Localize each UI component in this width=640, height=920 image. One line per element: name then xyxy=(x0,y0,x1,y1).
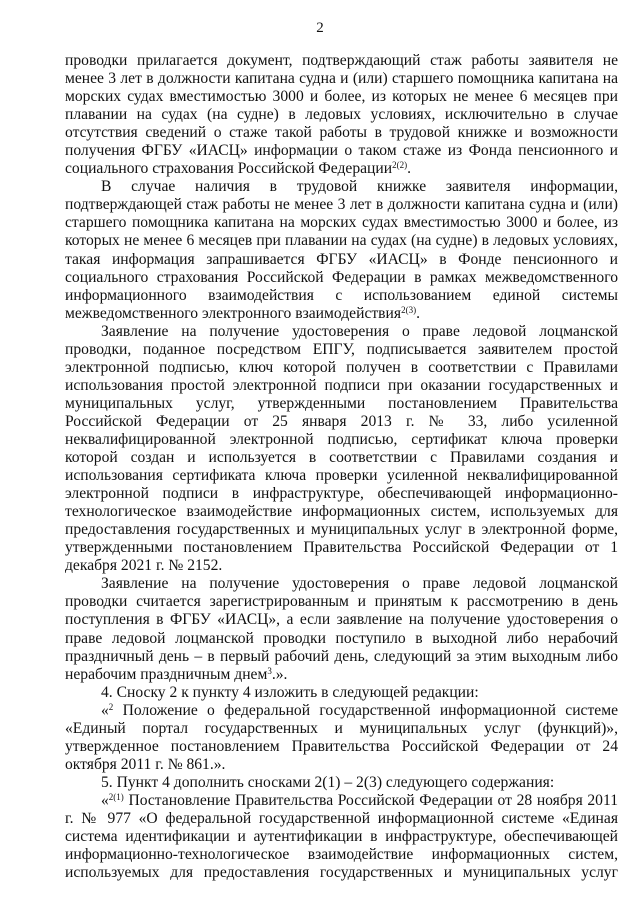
paragraph-text: Положение о федеральной государственной информационной системе «Единый портал государственных и муниципальных услуг (функций)», утвержденное постановлением Правительства Российской Федерации от 24 октября 2011 г. № 861.». xyxy=(65,701,618,773)
document-body xyxy=(65,52,618,882)
footnote-ref: 2(2) xyxy=(392,160,408,171)
open-quote: « xyxy=(101,701,109,719)
page-number: 2 xyxy=(316,20,324,36)
paragraph-electronic-signature: Заявление на получение удостоверения о праве ледовой лоцманской проводки, поданное посредством ЕПГУ, подписывается заявителем простой электронной подписью, ключ которой получен в соответствии с Правилами использования простой электронной подписи при оказании государственных и муниципальных услуг, утвержденными постановлением Правительства Российской Федерации от 25 января 2013 г. № 33, либо усиленной неквалифицированной электронной подписью, сертификат ключа проверки которой создан и используется в соответствии с Правилами создания и использования сертификата ключа проверки усиленной неквалифицированной электронной подписи в инфраструктуре, обеспечивающей информационно-технологическое взаимодействие информационных систем, используемых для предоставления государственных и муниципальных услуг в электронной форме, утвержденными постановлением Правительства Российской Федерации от 1 декабря 2021 г. № 2152. xyxy=(65,322,618,575)
paragraph-footnote-2 xyxy=(65,702,618,774)
footnote-ref: 2(3) xyxy=(401,304,417,315)
footnote-mark: 2(1) xyxy=(108,791,124,802)
paragraph-registration xyxy=(65,575,618,683)
paragraph-document-requirement xyxy=(65,52,618,178)
paragraph-footnote-2-1 xyxy=(65,792,618,882)
open-quote: « xyxy=(101,791,109,809)
paragraph-interagency-request xyxy=(65,178,618,322)
paragraph-tail: . xyxy=(407,160,411,178)
paragraph-text: В случае наличия в трудовой книжке заявителя информации, подтверждающей стаж работы не менее 3 лет в должности капитана судна и (или) старшего помощника капитана на морских судах вместимостью 3000 и более, из которых не менее 6 месяцев при плавании на судах (на судне) в ледовых условиях, такая информация запрашивается ФГБУ «ИАСЦ» в Фонде пенсионного и социального страхования Российской Федерации в рамках межведомственного информационного взаимодействия с использованием единой системы межведомственного электронного взаимодействия xyxy=(65,178,618,322)
paragraph-text: Постановление Правительства Российской Федерации от 28 ноября 2011 г. № 977 «О федеральной государственной информационной системе «Единая система идентификации и аутентификации в инфраструктуре, обеспечивающей информационно-технологическое взаимодействие информационных систем, используемых для предоставления государственных и муниципальных услуг xyxy=(65,791,618,882)
footnote-ref: 3 xyxy=(267,665,272,676)
paragraph-text: Заявление на получение удостоверения о праве ледовой лоцманской проводки считается зарегистрированным и принятым к рассмотрению в день поступления в ФГБУ «ИАСЦ», а если заявление на получение удостоверения о праве ледовой лоцманской проводки поступило в выходной либо нерабочий праздничный день – в первый рабочий день, следующий за этим выходным либо нерабочим праздничным днем xyxy=(65,575,618,683)
paragraph-tail: . xyxy=(416,304,420,322)
paragraph-tail: .». xyxy=(271,665,288,683)
footnote-mark: 2 xyxy=(108,701,114,712)
paragraph-item-4: 4. Сноску 2 к пункту 4 изложить в следующей редакции: xyxy=(101,683,479,701)
paragraph-item-5: 5. Пункт 4 дополнить сносками 2(1) – 2(3) следующего содержания: xyxy=(101,773,555,791)
paragraph-text: проводки прилагается документ, подтверждающий стаж работы заявителя не менее 3 лет в должности капитана судна и (или) старшего помощника капитана на морских судах вместимостью 3000 и более, из которых не менее 6 месяцев при плавании на судах (на судне) в ледовых условиях, исключительно в случае отсутствия сведений о стаже такой работы в трудовой книжке и возможности получения ФГБУ «ИАСЦ» информации о таком стаже из Фонда пенсионного и социального страхования Российской Федерации xyxy=(65,52,618,178)
